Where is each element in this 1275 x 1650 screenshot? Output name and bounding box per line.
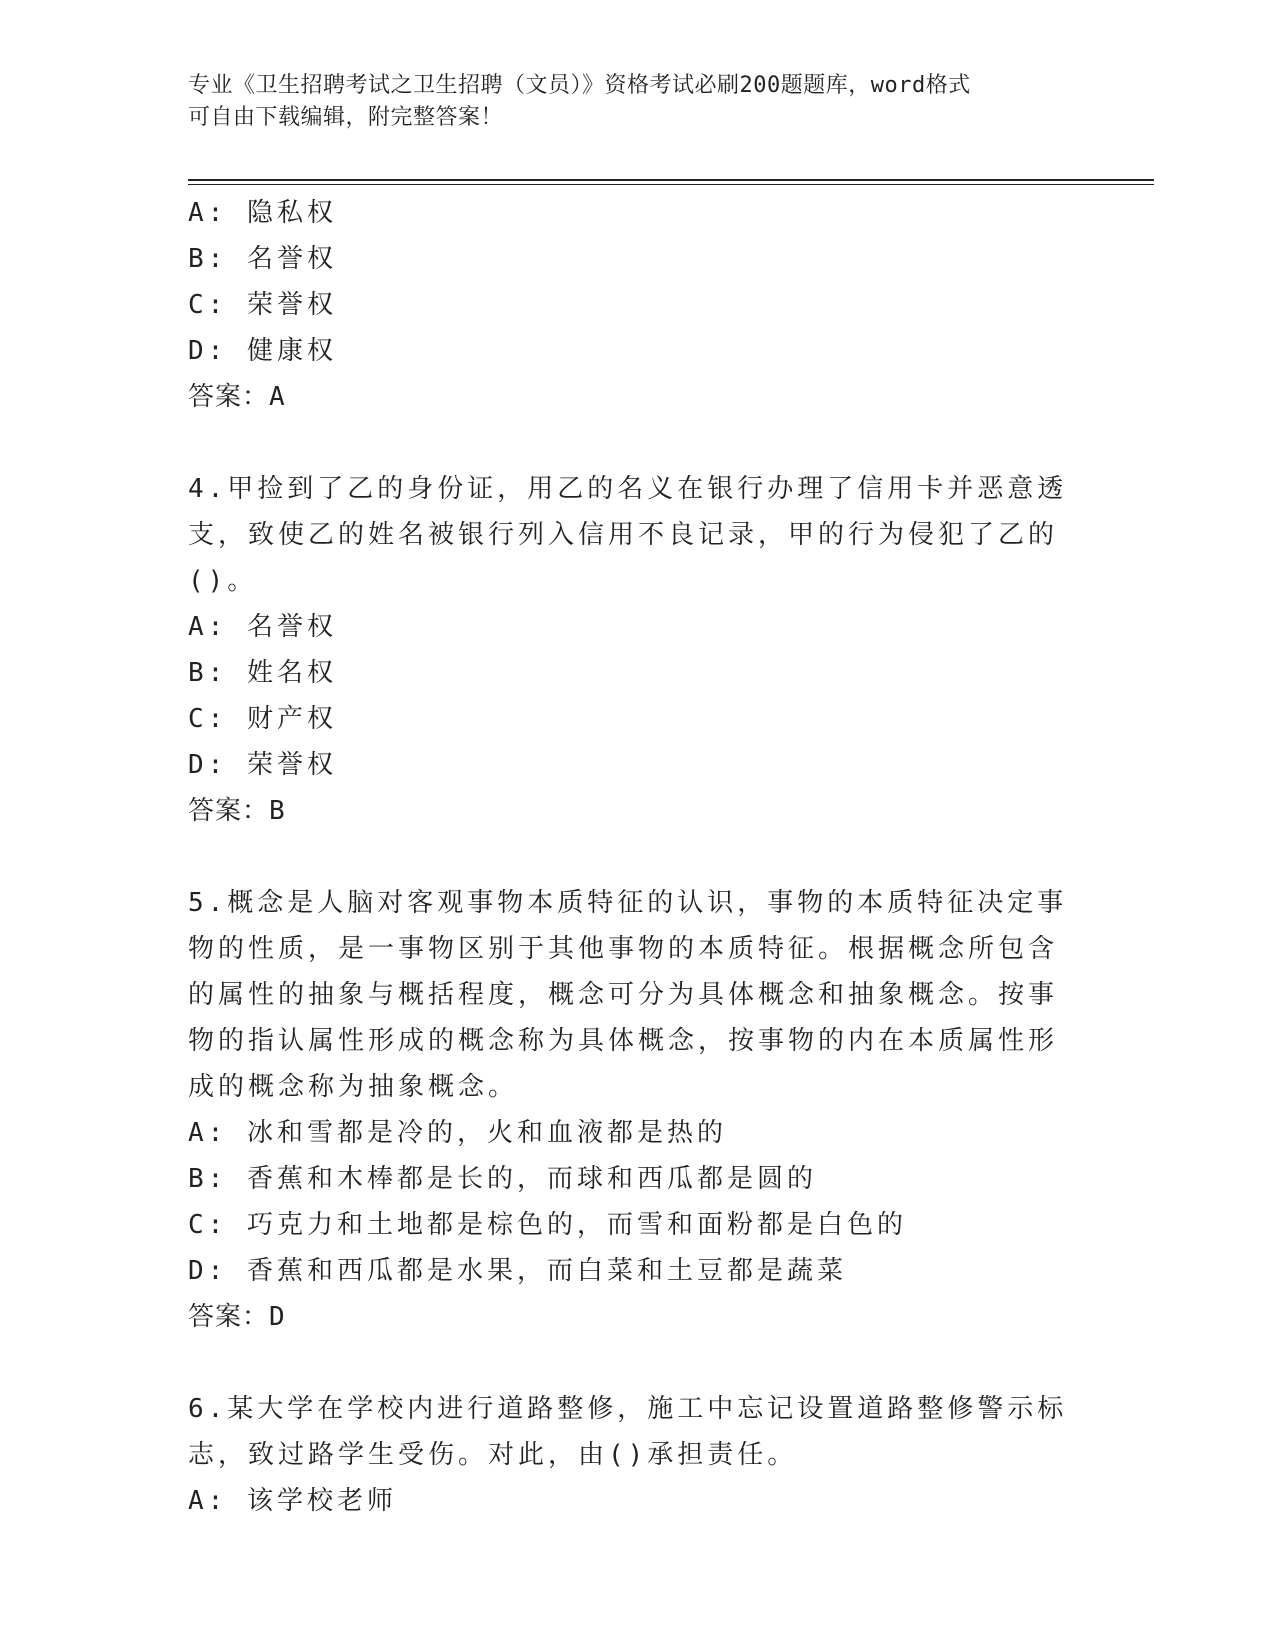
question-4-option-a: A: 名誉权	[188, 612, 337, 642]
question-4-stem: 4.甲捡到了乙的身份证，用乙的名义在银行办理了信用卡并恶意透支，致使乙的姓名被银行列入信用不良记录，甲的行为侵犯了乙的()。	[188, 474, 1068, 596]
header-title-line-1: 专业《卫生招聘考试之卫生招聘（文员）》资格考试必刷200题题库，word格式	[188, 73, 971, 98]
header-divider-thick	[188, 179, 1154, 181]
question-3-option-b: B: 名誉权	[188, 244, 337, 274]
question-6-stem: 6.某大学在学校内进行道路整修，施工中忘记设置道路整修警示标志，致过路学生受伤。对此，由()承担责任。	[188, 1394, 1068, 1470]
header-title-line-2: 可自由下载编辑，附完整答案！	[188, 105, 504, 130]
question-4-answer	[188, 788, 1068, 834]
answer-label: 答案：	[188, 1302, 270, 1332]
question-list	[188, 190, 1068, 1524]
question-3-option-d: D: 健康权	[188, 336, 337, 366]
question-4-option-d: D: 荣誉权	[188, 750, 337, 780]
question-5-option-a: A: 冰和雪都是冷的，火和血液都是热的	[188, 1118, 727, 1148]
answer-label: 答案：	[188, 382, 270, 412]
document-header	[188, 70, 1068, 134]
question-4-block	[188, 466, 1068, 834]
question-6-block	[188, 1386, 1068, 1524]
question-3-answer	[188, 374, 1068, 420]
question-5-option-c: C: 巧克力和土地都是棕色的，而雪和面粉都是白色的	[188, 1210, 907, 1240]
answer-value: D	[269, 1302, 286, 1332]
question-3-option-a: A: 隐私权	[188, 198, 337, 228]
answer-value: B	[269, 796, 286, 826]
header-divider-thin	[188, 184, 1154, 185]
question-4-option-c: C: 财产权	[188, 704, 337, 734]
question-4-option-b: B: 姓名权	[188, 658, 337, 688]
answer-label: 答案：	[188, 796, 270, 826]
question-5-stem: 5.概念是人脑对客观事物本质特征的认识，事物的本质特征决定事物的性质，是一事物区别于其他事物的本质特征。根据概念所包含的属性的抽象与概括程度，概念可分为具体概念和抽象概念。按事物的指认属性形成的概念称为具体概念，按事物的内在本质属性形成的概念称为抽象概念。	[188, 888, 1068, 1102]
question-5-option-d: D: 香蕉和西瓜都是水果，而白菜和土豆都是蔬菜	[188, 1256, 847, 1286]
answer-value: A	[269, 382, 286, 412]
question-5-answer	[188, 1294, 1068, 1340]
question-6-option-a: A: 该学校老师	[188, 1486, 397, 1516]
question-5-block	[188, 880, 1068, 1340]
question-3-block	[188, 190, 1068, 420]
question-5-option-b: B: 香蕉和木棒都是长的，而球和西瓜都是圆的	[188, 1164, 817, 1194]
question-3-option-c: C: 荣誉权	[188, 290, 337, 320]
